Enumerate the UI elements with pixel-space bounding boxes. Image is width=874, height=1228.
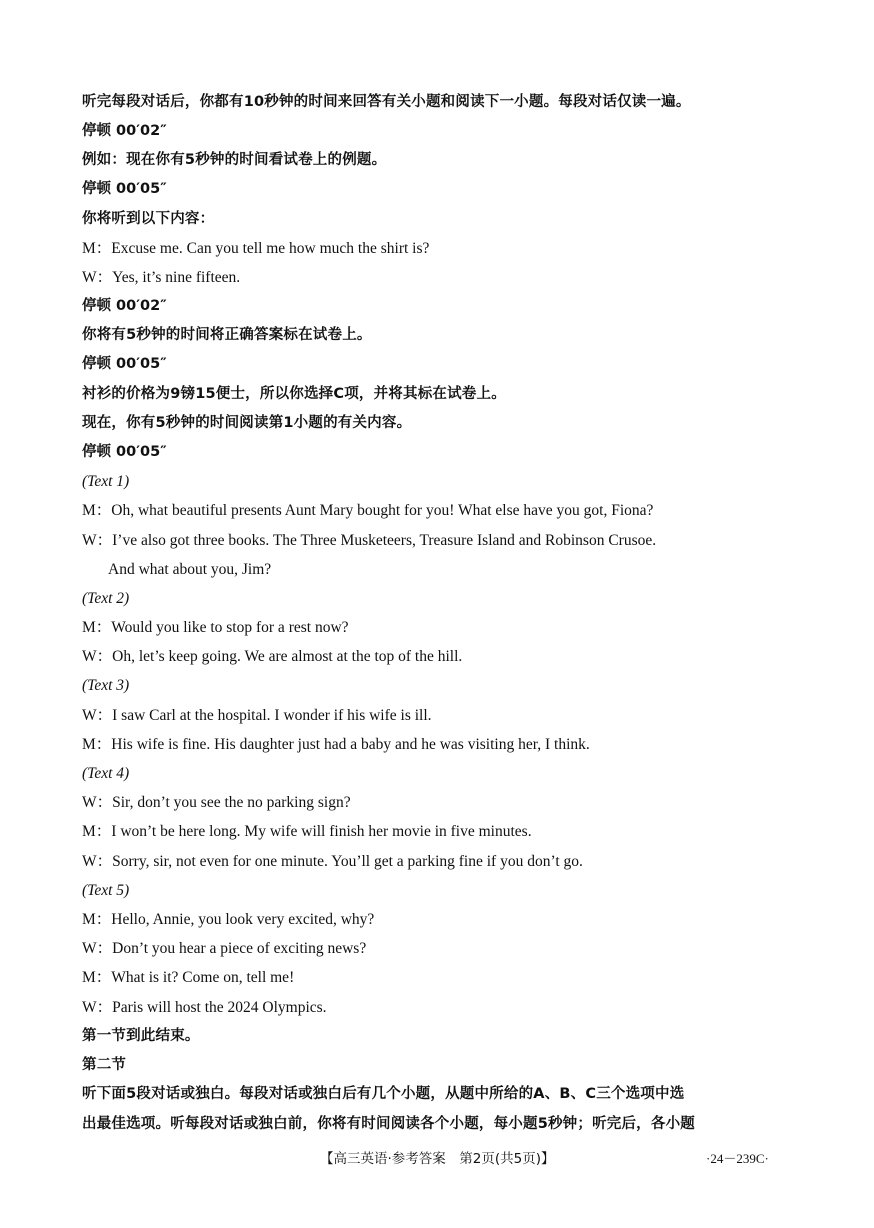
dialogue-line: M：His wife is fine. His daughter just had a baby and he was visiting her, I think. <box>82 736 590 753</box>
instruction-line: 现在，你有5秒钟的时间阅读第1小题的有关内容。 <box>82 415 412 431</box>
text-heading: (Text 2) <box>82 590 130 607</box>
text-heading: (Text 5) <box>82 882 130 899</box>
dialogue-line: M：Oh, what beautiful presents Aunt Mary bought for you! What else have you got, Fiona? <box>82 502 654 519</box>
dialogue-line: M：Would you like to stop for a rest now? <box>82 619 349 636</box>
dialogue-line: M：Excuse me. Can you tell me how much the shirt is? <box>82 240 430 257</box>
dialogue-line: W：Don’t you hear a piece of exciting news? <box>82 940 367 957</box>
instruction-line: 衬衫的价格为9镑15便士，所以你选择C项，并将其标在试卷上。 <box>82 386 506 402</box>
instruction-line: 你将有5秒钟的时间将正确答案标在试卷上。 <box>82 327 372 343</box>
dialogue-line: M：Hello, Annie, you look very excited, why? <box>82 911 375 928</box>
pause-line: 停顿 00′02″ <box>82 298 167 314</box>
pause-line: 停顿 00′05″ <box>82 444 167 460</box>
instruction-line: 听下面5段对话或独白。每段对话或独白后有几个小题，从题中所给的A、B、C三个选项中选 <box>82 1086 685 1102</box>
pause-line: 停顿 00′05″ <box>82 356 167 372</box>
text-heading: (Text 1) <box>82 473 130 490</box>
text-heading: (Text 3) <box>82 677 130 694</box>
dialogue-line: M：What is it? Come on, tell me! <box>82 969 295 986</box>
dialogue-line: W：Sir, don’t you see the no parking sign? <box>82 794 351 811</box>
page-footer-title: 【高三英语·参考答案 第2页(共5页)】 <box>320 1151 555 1167</box>
section-heading: 第二节 <box>82 1057 127 1073</box>
dialogue-line: And what about you, Jim? <box>108 561 272 578</box>
section-end-line: 第一节到此结束。 <box>82 1028 200 1044</box>
dialogue-line: W：Yes, it’s nine fifteen. <box>82 269 241 286</box>
dialogue-line: W：I’ve also got three books. The Three Musketeers, Treasure Island and Robinson Crusoe. <box>82 532 657 549</box>
instruction-line: 听完每段对话后，你都有10秒钟的时间来回答有关小题和阅读下一小题。每段对话仅读一遍。 <box>82 94 691 110</box>
dialogue-line: W：I saw Carl at the hospital. I wonder if his wife is ill. <box>82 707 432 724</box>
dialogue-line: W：Oh, let’s keep going. We are almost at the top of the hill. <box>82 648 463 665</box>
dialogue-line: M：I won’t be here long. My wife will finish her movie in five minutes. <box>82 823 532 840</box>
page-footer-code: ·24－239C· <box>706 1151 769 1166</box>
dialogue-line: W：Paris will host the 2024 Olympics. <box>82 999 327 1016</box>
text-heading: (Text 4) <box>82 765 130 782</box>
pause-line: 停顿 00′02″ <box>82 123 167 139</box>
pause-line: 停顿 00′05″ <box>82 181 167 197</box>
instruction-line: 出最佳选项。听每段对话或独白前，你将有时间阅读各个小题，每小题5秒钟；听完后，各小题 <box>82 1116 695 1132</box>
instruction-line: 你将听到以下内容： <box>82 211 215 227</box>
example-instruction: 例如：现在你有5秒钟的时间看试卷上的例题。 <box>82 152 387 168</box>
dialogue-line: W：Sorry, sir, not even for one minute. You’ll get a parking fine if you don’t go. <box>82 853 583 870</box>
